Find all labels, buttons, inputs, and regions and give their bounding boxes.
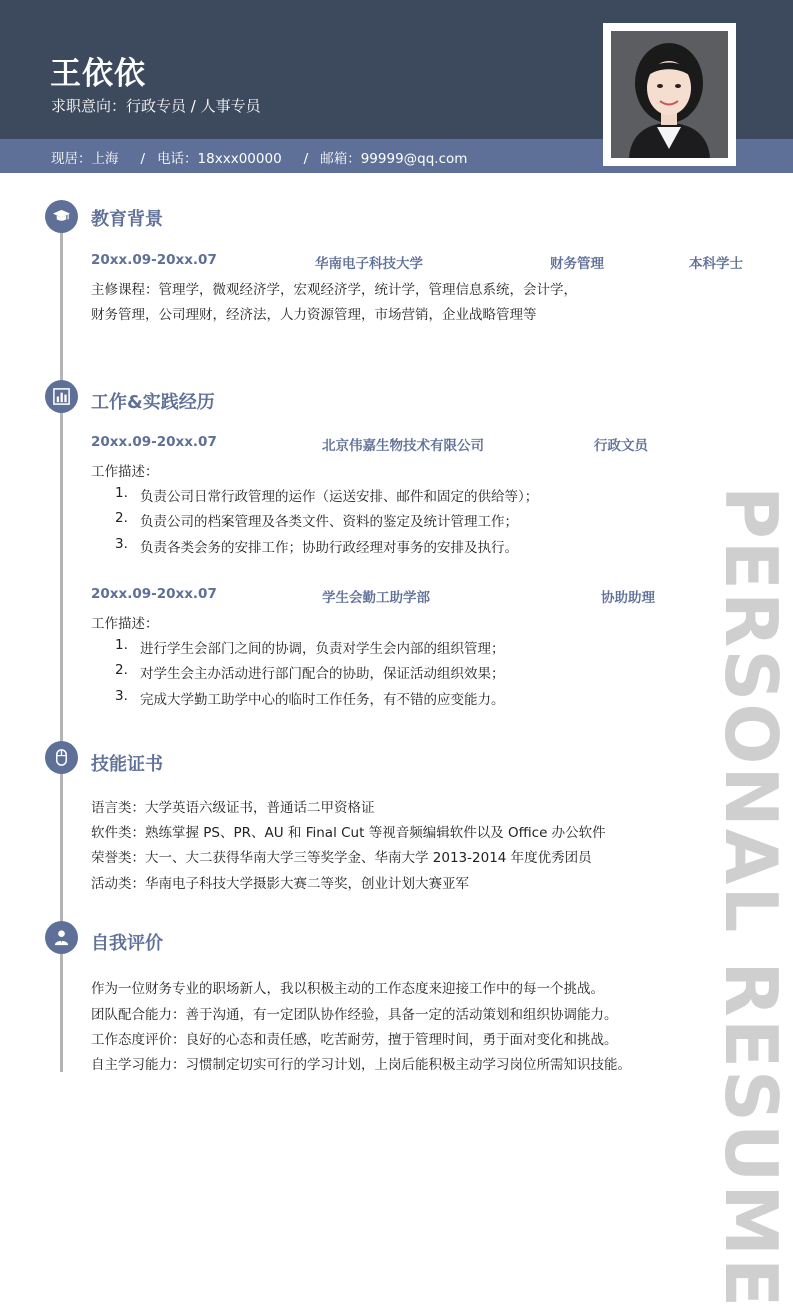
- education-icon-badge: [45, 200, 78, 233]
- list-number: 1.: [115, 485, 128, 501]
- skills-title: 技能证书: [91, 754, 163, 775]
- job-role: 行政文员: [594, 438, 648, 454]
- list-number: 3.: [115, 536, 128, 552]
- skill-line: 软件类：熟练掌握 PS、PR、AU 和 Final Cut 等视音频编辑软件以及 Office 办公软件: [91, 825, 606, 841]
- self-line: 自主学习能力：习惯制定切实可行的学习计划，上岗后能积极主动学习岗位所需知识技能。: [91, 1057, 631, 1073]
- job-role: 协助助理: [601, 590, 655, 606]
- contact-info: [51, 147, 467, 167]
- work-title: 工作&实践经历: [91, 392, 215, 413]
- education-courses: 财务管理，公司理财，经济法，人力资源管理，市场营销，企业战略管理等: [91, 307, 537, 323]
- photo-frame: [603, 23, 736, 166]
- education-title: 教育背景: [91, 209, 163, 230]
- education-degree: 本科学士: [689, 256, 743, 272]
- self-title: 自我评价: [91, 933, 163, 954]
- skill-line: 语言类：大学英语六级证书，普通话二甲资格证: [91, 800, 375, 816]
- job-intent: 求职意向：行政专员 / 人事专员: [51, 97, 261, 115]
- list-text: 完成大学勤工助学中心的临时工作任务，有不错的应变能力。: [140, 692, 505, 708]
- phone: 电话：18xxx00000: [157, 151, 282, 167]
- list-text: 对学生会主办活动进行部门配合的协助，保证活动组织效果；: [140, 666, 505, 682]
- education-school: 华南电子科技大学: [315, 256, 423, 272]
- job-org: 学生会勤工助学部: [322, 590, 430, 606]
- job-desc-label: 工作描述：: [91, 464, 159, 480]
- job-period: 20xx.09-20xx.07: [91, 586, 217, 602]
- list-text: 进行学生会部门之间的协调，负责对学生会内部的组织管理；: [140, 641, 505, 657]
- job-org: 北京伟嘉生物技术有限公司: [322, 438, 484, 454]
- profile-photo: [611, 31, 728, 158]
- self-line: 团队配合能力：善于沟通，有一定团队协作经验，具备一定的活动策划和组织协调能力。: [91, 1007, 618, 1023]
- job-period: 20xx.09-20xx.07: [91, 434, 217, 450]
- email: 邮箱：99999@qq.com: [320, 151, 468, 167]
- location: 现居：上海: [51, 151, 119, 167]
- bar-chart-icon: [52, 387, 71, 406]
- skill-line: 活动类：华南电子科技大学摄影大赛二等奖，创业计划大赛亚军: [91, 876, 469, 892]
- list-number: 1.: [115, 637, 128, 653]
- candidate-name: 王依依: [50, 56, 146, 92]
- resume-watermark: PERSONAL RESUME: [709, 486, 793, 1309]
- list-text: 负责各类会务的安排工作；协助行政经理对事务的安排及执行。: [140, 540, 518, 556]
- portrait-icon: [611, 31, 728, 158]
- list-text: 负责公司日常行政管理的运作（运送安排、邮件和固定的供给等）；: [140, 489, 539, 505]
- graduation-cap-icon: [52, 207, 71, 226]
- list-text: 负责公司的档案管理及各类文件、资料的鉴定及统计管理工作；: [140, 514, 518, 530]
- job-desc-label: 工作描述：: [91, 616, 159, 632]
- education-courses: 主修课程：管理学，微观经济学，宏观经济学，统计学，管理信息系统，会计学，: [91, 282, 577, 298]
- education-major: 财务管理: [550, 256, 604, 272]
- person-icon: [52, 928, 71, 947]
- self-icon-badge: [45, 921, 78, 954]
- work-icon-badge: [45, 380, 78, 413]
- education-period: 20xx.09-20xx.07: [91, 252, 217, 268]
- separator: /: [140, 151, 146, 167]
- list-number: 2.: [115, 510, 128, 526]
- skills-icon-badge: [45, 741, 78, 774]
- list-number: 3.: [115, 688, 128, 704]
- list-number: 2.: [115, 662, 128, 678]
- self-line: 作为一位财务专业的职场新人，我以积极主动的工作态度来迎接工作中的每一个挑战。: [91, 981, 604, 997]
- skill-line: 荣誉类：大一、大二获得华南大学三等奖学金、华南大学 2013-2014 年度优秀团员: [91, 850, 592, 866]
- separator: /: [303, 151, 309, 167]
- mouse-icon: [52, 748, 71, 767]
- self-line: 工作态度评价：良好的心态和责任感，吃苦耐劳，擅于管理时间，勇于面对变化和挑战。: [91, 1032, 618, 1048]
